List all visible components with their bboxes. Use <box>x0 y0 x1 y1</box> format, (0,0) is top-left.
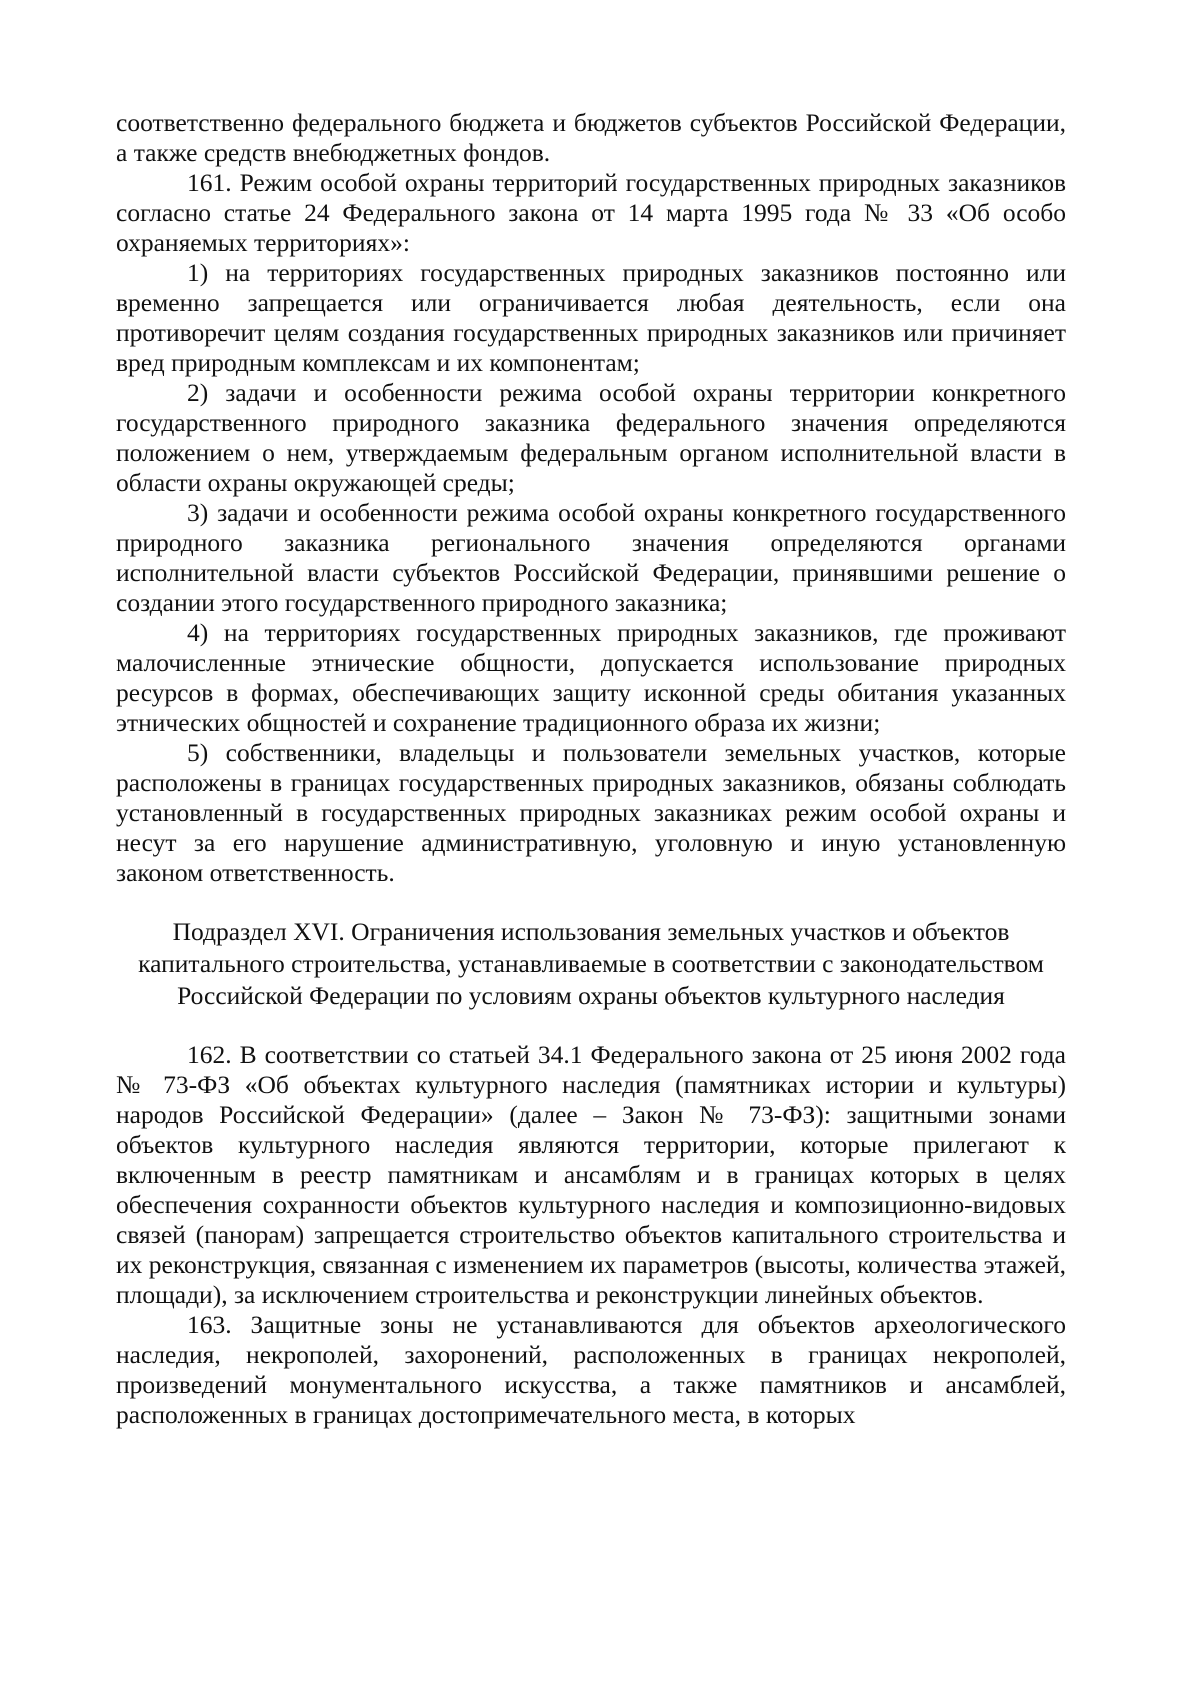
list-item-4: 4) на территориях государственных природных заказников, где проживают малочисленные этнические общности, допускается использование природных ресурсов в формах, обеспечивающих защиту исконной среды обитания указанных этнических общностей и сохранение традиционного образа их жизни; <box>116 618 1066 737</box>
paragraph-162: 162. В соответствии со статьей 34.1 Федерального закона от 25 июня 2002 года № 73-ФЗ «Об объектах культурного наследия (памятниках истории и культуры) народов Российской Федерации» (далее – Закон № 73-ФЗ): защитными зонами объектов культурного наследия являются территории, которые прилегают к включенным в реестр памятникам и ансамблям и в границах которых в целях обеспечения сохранности объектов культурного наследия и композиционно-видовых связей (панорам) запрещается строительство объектов капитального строительства и их реконструкция, связанная с изменением их параметров (высоты, количества этажей, площади), за исключением строительства и реконструкции линейных объектов. <box>116 1040 1066 1309</box>
section-heading: Подраздел XVI. Ограничения использования земельных участков и объектов капитального строительства, устанавливаемые в соответствии с законодательством Российской Федерации по условиям охраны объектов культурного наследия <box>138 917 1044 1010</box>
document-page <box>116 108 1066 1430</box>
list-item-3: 3) задачи и особенности режима особой охраны конкретного государственного природного заказника регионального значения определяются органами исполнительной власти субъектов Российской Федерации, принявшими решение о создании этого государственного природного заказника; <box>116 498 1066 617</box>
list-item-5: 5) собственники, владельцы и пользователи земельных участков, которые расположены в границах государственных природных заказников, обязаны соблюдать установленный в государственных природных заказниках режим особой охраны и несут за его нарушение административную, уголовную и иную установленную законом ответственность. <box>116 738 1066 887</box>
list-item-2: 2) задачи и особенности режима особой охраны территории конкретного государственного природного заказника федерального значения определяются положением о нем, утверждаемым федеральным органом исполнительной власти в области охраны окружающей среды; <box>116 378 1066 497</box>
paragraph-161: 161. Режим особой охраны территорий государственных природных заказников согласно статье 24 Федерального закона от 14 марта 1995 года № 33 «Об особо охраняемых территориях»: <box>116 168 1066 257</box>
list-item-1: 1) на территориях государственных природных заказников постоянно или временно запрещается или ограничивается любая деятельность, если она противоречит целям создания государственных природных заказников или причиняет вред природным комплексам и их компонентам; <box>116 258 1066 377</box>
paragraph-163: 163. Защитные зоны не устанавливаются для объектов археологического наследия, некрополей, захоронений, расположенных в границах некрополей, произведений монументального искусства, а также памятников и ансамблей, расположенных в границах достопримечательного места, в которых <box>116 1310 1066 1429</box>
paragraph-continuation: соответственно федерального бюджета и бюджетов субъектов Российской Федерации, а также средств внебюджетных фондов. <box>116 108 1066 167</box>
